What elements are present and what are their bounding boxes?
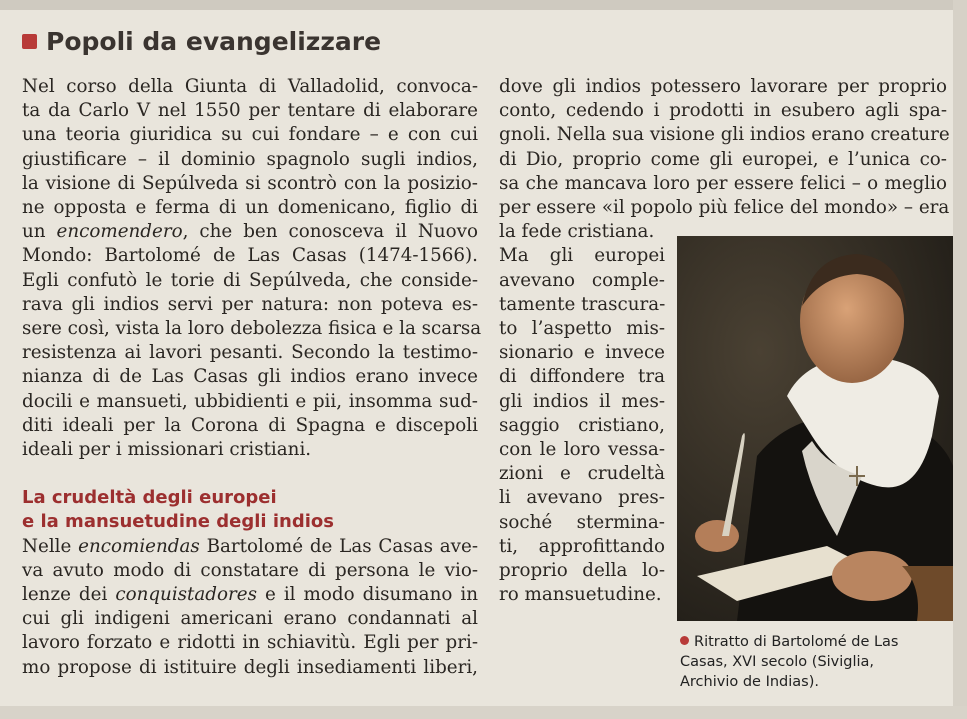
text-line: docili e mansueti, ubbidienti e pii, insomma sud- <box>22 390 478 412</box>
text-line: Mondo: Bartolomé de Las Casas (1474-1566). <box>22 245 478 267</box>
section-title <box>22 27 381 56</box>
text-line: una teoria giuridica su cui fondare – e con cui <box>22 124 478 146</box>
text-line: ne opposta e ferma di un domenicano, figlio di <box>22 197 478 219</box>
text-line: la fede cristiana. <box>499 221 655 243</box>
text-line: gnoli. Nella sua visione gli indios erano creature <box>499 124 950 146</box>
text-line: mo propose di istituire degli insediamenti liberi, <box>22 656 478 678</box>
text-line: zioni e crudeltà <box>499 463 665 485</box>
portrait-image <box>677 236 953 621</box>
text-run: lenze dei <box>22 584 116 606</box>
caption-line-3: Archivio de Indias). <box>680 674 819 690</box>
left-column <box>22 75 482 680</box>
text-line: di Dio, proprio come gli europei, e l’unica co- <box>499 148 947 170</box>
text-line: tamente trascura- <box>499 293 666 315</box>
subheading-line-1: La crudeltà degli europei <box>22 487 277 509</box>
subheading-line-2: e la mansuetudine degli indios <box>22 511 334 533</box>
text-line: con le loro vessa- <box>499 439 665 461</box>
text-line: ro mansuetudine. <box>499 584 662 606</box>
text-run: e il modo disumano in <box>256 584 478 606</box>
text-line <box>22 220 478 244</box>
text-line: va avuto modo di constatare di persona le vio- <box>22 559 478 581</box>
text-line: di diffondere tra <box>499 366 665 388</box>
text-line: sere così, vista la loro debolezza fisica e la scarsa <box>22 318 482 340</box>
text-line: cui gli indigeni americani erano condannati al <box>22 608 478 630</box>
text-line: nianza di de Las Casas gli indios erano invece <box>22 366 478 388</box>
text-line: li avevano pres- <box>499 487 665 509</box>
italic-term: conquistadores <box>115 584 257 606</box>
text-line <box>22 583 478 607</box>
text-line: Egli confutò le torie di Sepúlveda, che conside- <box>22 269 478 291</box>
text-line: resistenza ai lavori pesanti. Secondo la testimo- <box>22 342 478 364</box>
square-bullet-icon <box>22 34 37 49</box>
text-line: to l’aspetto mis- <box>499 318 665 340</box>
text-run: un <box>22 221 57 243</box>
text-line: sa che mancava loro per essere felici – o meglio <box>499 172 947 194</box>
italic-term: encomendero <box>56 221 183 243</box>
text-line: diti ideali per la Corona di Spagna e discepoli <box>22 414 478 436</box>
portrait-illustration <box>677 236 953 621</box>
paragraph-gap <box>22 462 478 486</box>
bullet-dot-icon <box>680 636 689 645</box>
text-run: , che ben conosceva il Nuovo <box>182 221 478 243</box>
text-line: rava gli indios servi per natura: non poteva es- <box>22 293 478 315</box>
text-line: soché stermina- <box>499 511 665 533</box>
text-line: la visione di Sepúlveda si scontrò con la posizio- <box>22 172 478 194</box>
caption-text: Ritratto di Bartolomé de Las <box>694 634 899 650</box>
text-line: ta da Carlo V nel 1550 per tentare di elaborare <box>22 100 478 122</box>
right-wide-block <box>499 75 950 244</box>
text-line: proprio della lo- <box>499 560 665 582</box>
text-line: ideali per i missionari cristiani. <box>22 439 312 461</box>
text-line: Ma gli europei <box>499 245 665 267</box>
page-bottom-edge <box>0 706 967 719</box>
text-line: lavoro forzato e ridotti in schiavitù. Egli per pri- <box>22 632 478 654</box>
right-narrow-block <box>499 244 665 607</box>
italic-term: encomiendas <box>78 535 200 557</box>
section-title-text: Popoli da evangelizzare <box>46 27 382 56</box>
caption-line-1 <box>680 632 948 652</box>
text-run: Nelle <box>22 535 79 557</box>
text-line <box>22 535 478 559</box>
text-line: sionario e invece <box>499 342 665 364</box>
text-line: conto, cedendo i prodotti in esubero agli spa- <box>499 100 947 122</box>
text-line: Nel corso della Giunta di Valladolid, convoca- <box>22 76 478 97</box>
text-line: ti, approfittando <box>499 535 665 557</box>
text-run: Bartolomé de Las Casas ave- <box>199 535 479 557</box>
text-line: dove gli indios potessero lavorare per proprio <box>499 76 947 97</box>
text-line: per essere «il popolo più felice del mondo» – era <box>499 197 950 219</box>
caption-line-2: Casas, XVI secolo (Siviglia, <box>680 654 875 670</box>
page-top-edge <box>0 0 967 10</box>
text-line: avevano comple- <box>499 269 665 291</box>
image-caption <box>680 632 948 692</box>
page-right-edge <box>953 0 967 719</box>
text-line: gli indios il mes- <box>499 390 665 412</box>
text-line: giustificare – il dominio spagnolo sugli indios, <box>22 148 478 170</box>
text-line: saggio cristiano, <box>499 414 665 436</box>
